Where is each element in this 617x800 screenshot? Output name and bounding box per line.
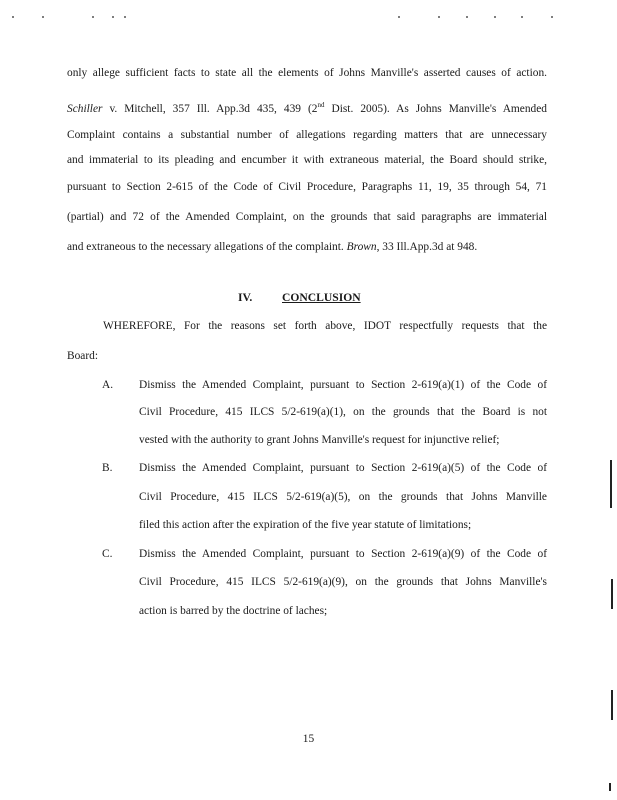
- case-name: Brown: [346, 241, 377, 253]
- list-item-letter: B.: [102, 462, 113, 474]
- case-name: Schiller: [67, 102, 103, 115]
- scan-speck: [112, 16, 114, 18]
- list-item-line: Civil Procedure, 415 ILCS 5/2-619(a)(5), on the grounds that Johns Manville: [139, 491, 547, 503]
- citation-text: , 33 Ill.App.3d at 948.: [376, 241, 478, 253]
- list-item-line: Dismiss the Amended Complaint, pursuant to Section 2-619(a)(5) of the Code of: [139, 462, 547, 474]
- body-line: pursuant to Section 2-615 of the Code of Civil Procedure, Paragraphs 11, 19, 35 through 54, 71: [67, 181, 547, 193]
- list-item-line: Dismiss the Amended Complaint, pursuant to Section 2-619(a)(1) of the Code of: [139, 379, 547, 391]
- citation-text: Dist. 2005). As Johns Manville's Amended: [324, 102, 547, 115]
- scan-margin-mark: [611, 690, 613, 720]
- list-item-line: filed this action after the expiration of the five year statute of limitations;: [139, 519, 472, 531]
- scan-margin-mark: [609, 783, 611, 791]
- scan-speck: [551, 16, 553, 18]
- wherefore-line: WHEREFORE, For the reasons set forth above, IDOT respectfully requests that the: [103, 320, 547, 332]
- citation-text: and extraneous to the necessary allegations of the complaint.: [67, 241, 347, 253]
- list-item-line: vested with the authority to grant Johns Manville's request for injunctive relief;: [139, 434, 500, 446]
- scan-margin-mark: [611, 579, 613, 609]
- body-line: and immaterial to its pleading and encumber it with extraneous material, the Board should strike,: [67, 154, 547, 166]
- scan-margin-mark: [610, 460, 612, 508]
- scan-speck: [494, 16, 496, 18]
- list-item-letter: C.: [102, 548, 113, 560]
- list-item-line: Civil Procedure, 415 ILCS 5/2-619(a)(1), on the grounds that the Board is not: [139, 406, 547, 418]
- body-line-citation: [67, 98, 547, 116]
- scan-speck: [438, 16, 440, 18]
- scan-speck: [12, 16, 14, 18]
- body-line-citation: [67, 240, 477, 254]
- citation-text: v. Mitchell, 357 Ill. App.3d 435, 439 (2: [102, 102, 318, 115]
- scan-speck: [521, 16, 523, 18]
- list-item-line: action is barred by the doctrine of laches;: [139, 605, 328, 617]
- list-item-letter: A.: [102, 379, 114, 391]
- scan-speck: [398, 16, 400, 18]
- scan-speck: [42, 16, 44, 18]
- list-item-line: Dismiss the Amended Complaint, pursuant to Section 2-619(a)(9) of the Code of: [139, 548, 547, 560]
- body-line: Complaint contains a substantial number of allegations regarding matters that are unnecessary: [67, 129, 547, 141]
- scan-speck: [92, 16, 94, 18]
- section-title: CONCLUSION: [282, 291, 361, 304]
- list-item-line: Civil Procedure, 415 ILCS 5/2-619(a)(9), on the grounds that Johns Manville's: [139, 576, 547, 588]
- page-number: 15: [302, 733, 315, 745]
- scan-speck: [124, 16, 126, 18]
- body-line: only allege sufficient facts to state all the elements of Johns Manville's asserted causes of action.: [67, 67, 547, 79]
- scan-speck: [466, 16, 468, 18]
- wherefore-line: Board:: [67, 350, 99, 362]
- body-line: (partial) and 72 of the Amended Complaint, on the grounds that said paragraphs are immaterial: [67, 211, 547, 223]
- section-number: IV.: [238, 291, 253, 304]
- ordinal-superscript: nd: [317, 101, 325, 109]
